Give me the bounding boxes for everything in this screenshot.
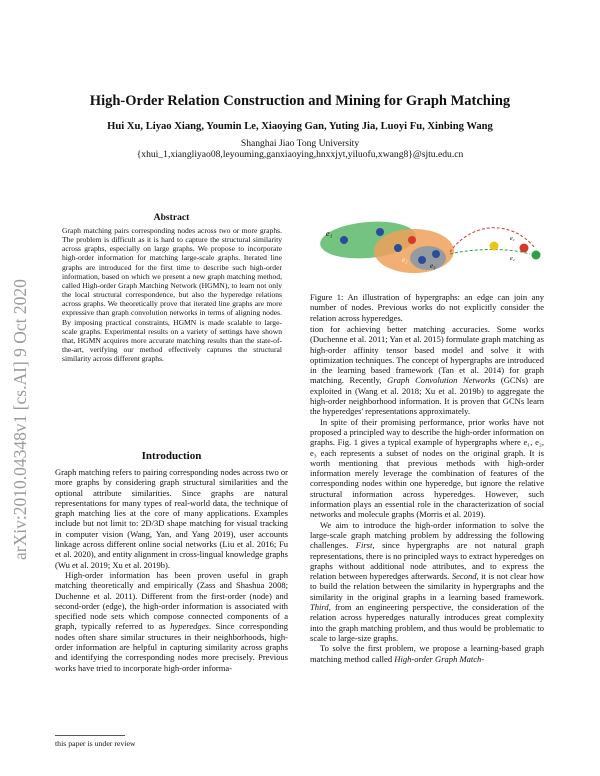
intro-heading: Introduction bbox=[141, 450, 202, 462]
right-p4-hgm: High-order Graph Match- bbox=[394, 653, 485, 664]
intro-paragraph-2 bbox=[55, 570, 288, 673]
right-p3-part-d: , from an engineering perspective, the consideration of the relation across hyperedges naturally introduces great complexity into the graph matching problem, and thus would be problematic to scale to large-size graphs. bbox=[310, 602, 544, 643]
hyperedge-label-e2: e₂ bbox=[402, 256, 408, 264]
right-paragraph-4 bbox=[310, 643, 544, 664]
abstract-heading: Abstract bbox=[153, 212, 190, 223]
relation-node-label-e1: e₁ bbox=[510, 236, 515, 242]
node bbox=[432, 250, 440, 258]
node bbox=[376, 228, 384, 236]
hypergraph-illustration bbox=[310, 208, 544, 293]
hyperedge-label-e1: e₁ bbox=[326, 229, 333, 238]
right-p3-part-a: We aim to introduce the high-order information to solve the large-scale graph matching problem by addressing the following challenges. bbox=[310, 519, 544, 551]
author-emails: {xhui_1,xiangliyao08,leyouming,ganxiaoying,hnxxjyt,yiluofu,xwang8}@sjtu.edu.cn bbox=[136, 149, 464, 160]
right-p1-part-a: tion for achieving better matching accuracies. Some works (Duchenne et al. 2011; Yan et al. 2015) formulate graph matching as high-order affinity tensor based model and solve it with optimization techniques. The concept of hypergraphs are introduced in the learning based framework (Tan et al. 2014) for graph matching. Recently, bbox=[310, 324, 544, 386]
intro-p2-part-a: High-order information has been proven useful in graph matching theoretically and empirically (Zass and Shashua 2008; Duchenne et al. 2011). Different from the first-order (node) and second-order (edge), the high-order information is associated with specified node sets which compose connected components of a graph, typically referred to as bbox=[55, 569, 288, 632]
intro-body bbox=[55, 467, 288, 673]
footnote-rule bbox=[55, 735, 125, 736]
footnote: this paper is under review bbox=[55, 739, 136, 748]
arxiv-stamp-svg bbox=[2, 210, 34, 570]
right-p1-gcn: Graph Convolution Networks bbox=[387, 375, 496, 386]
right-p3-second: Second bbox=[451, 571, 477, 582]
right-p3-third: Third bbox=[310, 602, 329, 613]
relation-arc bbox=[450, 250, 530, 255]
figure-caption-text: Figure 1: An illustration of hypergraphs: an edge can join any number of nodes. Previous works do not explicitly consider the relation across hyperedges. bbox=[310, 292, 544, 323]
hyperedge-gray bbox=[410, 246, 446, 270]
paper-title: High-Order Relation Construction and Mining for Graph Matching bbox=[89, 93, 511, 109]
node bbox=[340, 236, 348, 244]
intro-p2-hyperedges: hyperedges bbox=[170, 621, 209, 632]
right-paragraph-2: In spite of their promising performance, prior works have not proposed a principled way to describe the high-order information on graphs. Fig. 1 gives a typical example of hypergraphs where e₁, e₂, e₃ each represents a subset of nodes on the original graph. It is worth mentioning that previous methods with high-order information merely leverage the combination of features of the corresponding nodes within one hyperedge, but ignore the relative structural information across hyperedges. However, such information plays an essential role in the characterization of social networks and molecule graphs (Morris et al. 2019). bbox=[310, 416, 544, 520]
arxiv-stamp bbox=[2, 210, 34, 570]
relation-node bbox=[490, 242, 499, 251]
affiliation: Shanghai Jiao Tong University bbox=[240, 138, 360, 149]
right-p3-first: First bbox=[355, 540, 373, 551]
node bbox=[394, 244, 402, 252]
right-p4-part-a: To solve the first problem, we propose a learning-based graph matching method called bbox=[310, 643, 544, 664]
right-paragraph-3 bbox=[310, 520, 544, 644]
paper-authors: Hui Xu, Liyao Xiang, Youmin Le, Xiaoying Gan, Yuting Jia, Luoyi Fu, Xinbing Wang bbox=[107, 121, 493, 132]
intro-p2-part-b: . Since corresponding nodes often share similar structures in their neighborhoods, high-order information are helpful in capturing similarity across graphs and identifying the corresponding nodes more precisely. Previous works have tried to incorporate high-order informa- bbox=[55, 621, 289, 673]
abstract-body bbox=[62, 226, 282, 363]
intro-paragraph-1: Graph matching refers to pairing corresponding nodes across two or more graphs by considering graph structural similarities and the optional attribute similarities. Since graphs are natural representations for many types of real-world data, the technique of graph matching lies at the core of many applications. Examples include but not limit to: 2D/3D shape matching for visual tracking in computer vision (Wang, Yan, and Yang 2019), user accounts linkage across different online social networks (Liu et al. 2016; Fu et al. 2020), and entity alignment in cross-lingual knowledge graphs (Wu et al. 2019; Xu et al. 2019b). bbox=[55, 467, 288, 570]
hyperedge-label-e3: e₃ bbox=[430, 262, 436, 270]
relation-node bbox=[520, 244, 529, 253]
relation-node-label-e2: e₂ bbox=[510, 256, 515, 262]
arxiv-stamp-text: arXiv:2010.04348v1 [cs.AI] 9 Oct 2020 bbox=[10, 279, 30, 560]
right-p3-part-c: , it is not clear how to build the relation between the similarity in hypergraphs and the similarity in the original graphs in a learning based framework. bbox=[310, 571, 544, 602]
abstract-text: Graph matching pairs corresponding nodes across two or more graphs. The problem is difficult as it is hard to capture the structural similarity across graphs, especially on large graphs. We propose to incorporate high-order information for matching large-scale graphs. Iterated line graphs are introduced for the first time to describe such high-order information, based on which we present a new graph matching method, called High-order Graph Matching Network (HGMN), to learn not only the local structural correspondence, but also the hyperedge relations across graphs. We theoretically prove that iterated line graphs are more expressive than graph convolution networks in terms of aligning nodes. By imposing practical constraints, HGMN is made scalable to large-scale graphs. Experimental results on a variety of settings have shown that, HGMN acquires more accurate matching results than the state-of-the-art, verifying our method effectively captures the structural similarity across different graphs. bbox=[62, 226, 282, 364]
right-paragraph-1 bbox=[310, 324, 544, 417]
figure-1 bbox=[310, 208, 544, 293]
node bbox=[408, 236, 416, 244]
figure-1-caption bbox=[310, 292, 544, 323]
relation-node bbox=[532, 251, 541, 260]
right-p3-part-b: , since hypergraphs are not natural graph representations, there is no principled ways to extract hyperedges on graphs without additional node attributes, and to express the relation between hyperedges afterwards. bbox=[310, 540, 545, 582]
node bbox=[418, 256, 426, 264]
right-column-body bbox=[310, 324, 544, 664]
right-p1-part-b: (GCNs) are exploited in (Wang et al. 2018; Xu et al. 2019b) to aggregate the high-order neighborhood information. It is proven that GCNs learn the hyperedges' representations approximately. bbox=[310, 375, 545, 417]
